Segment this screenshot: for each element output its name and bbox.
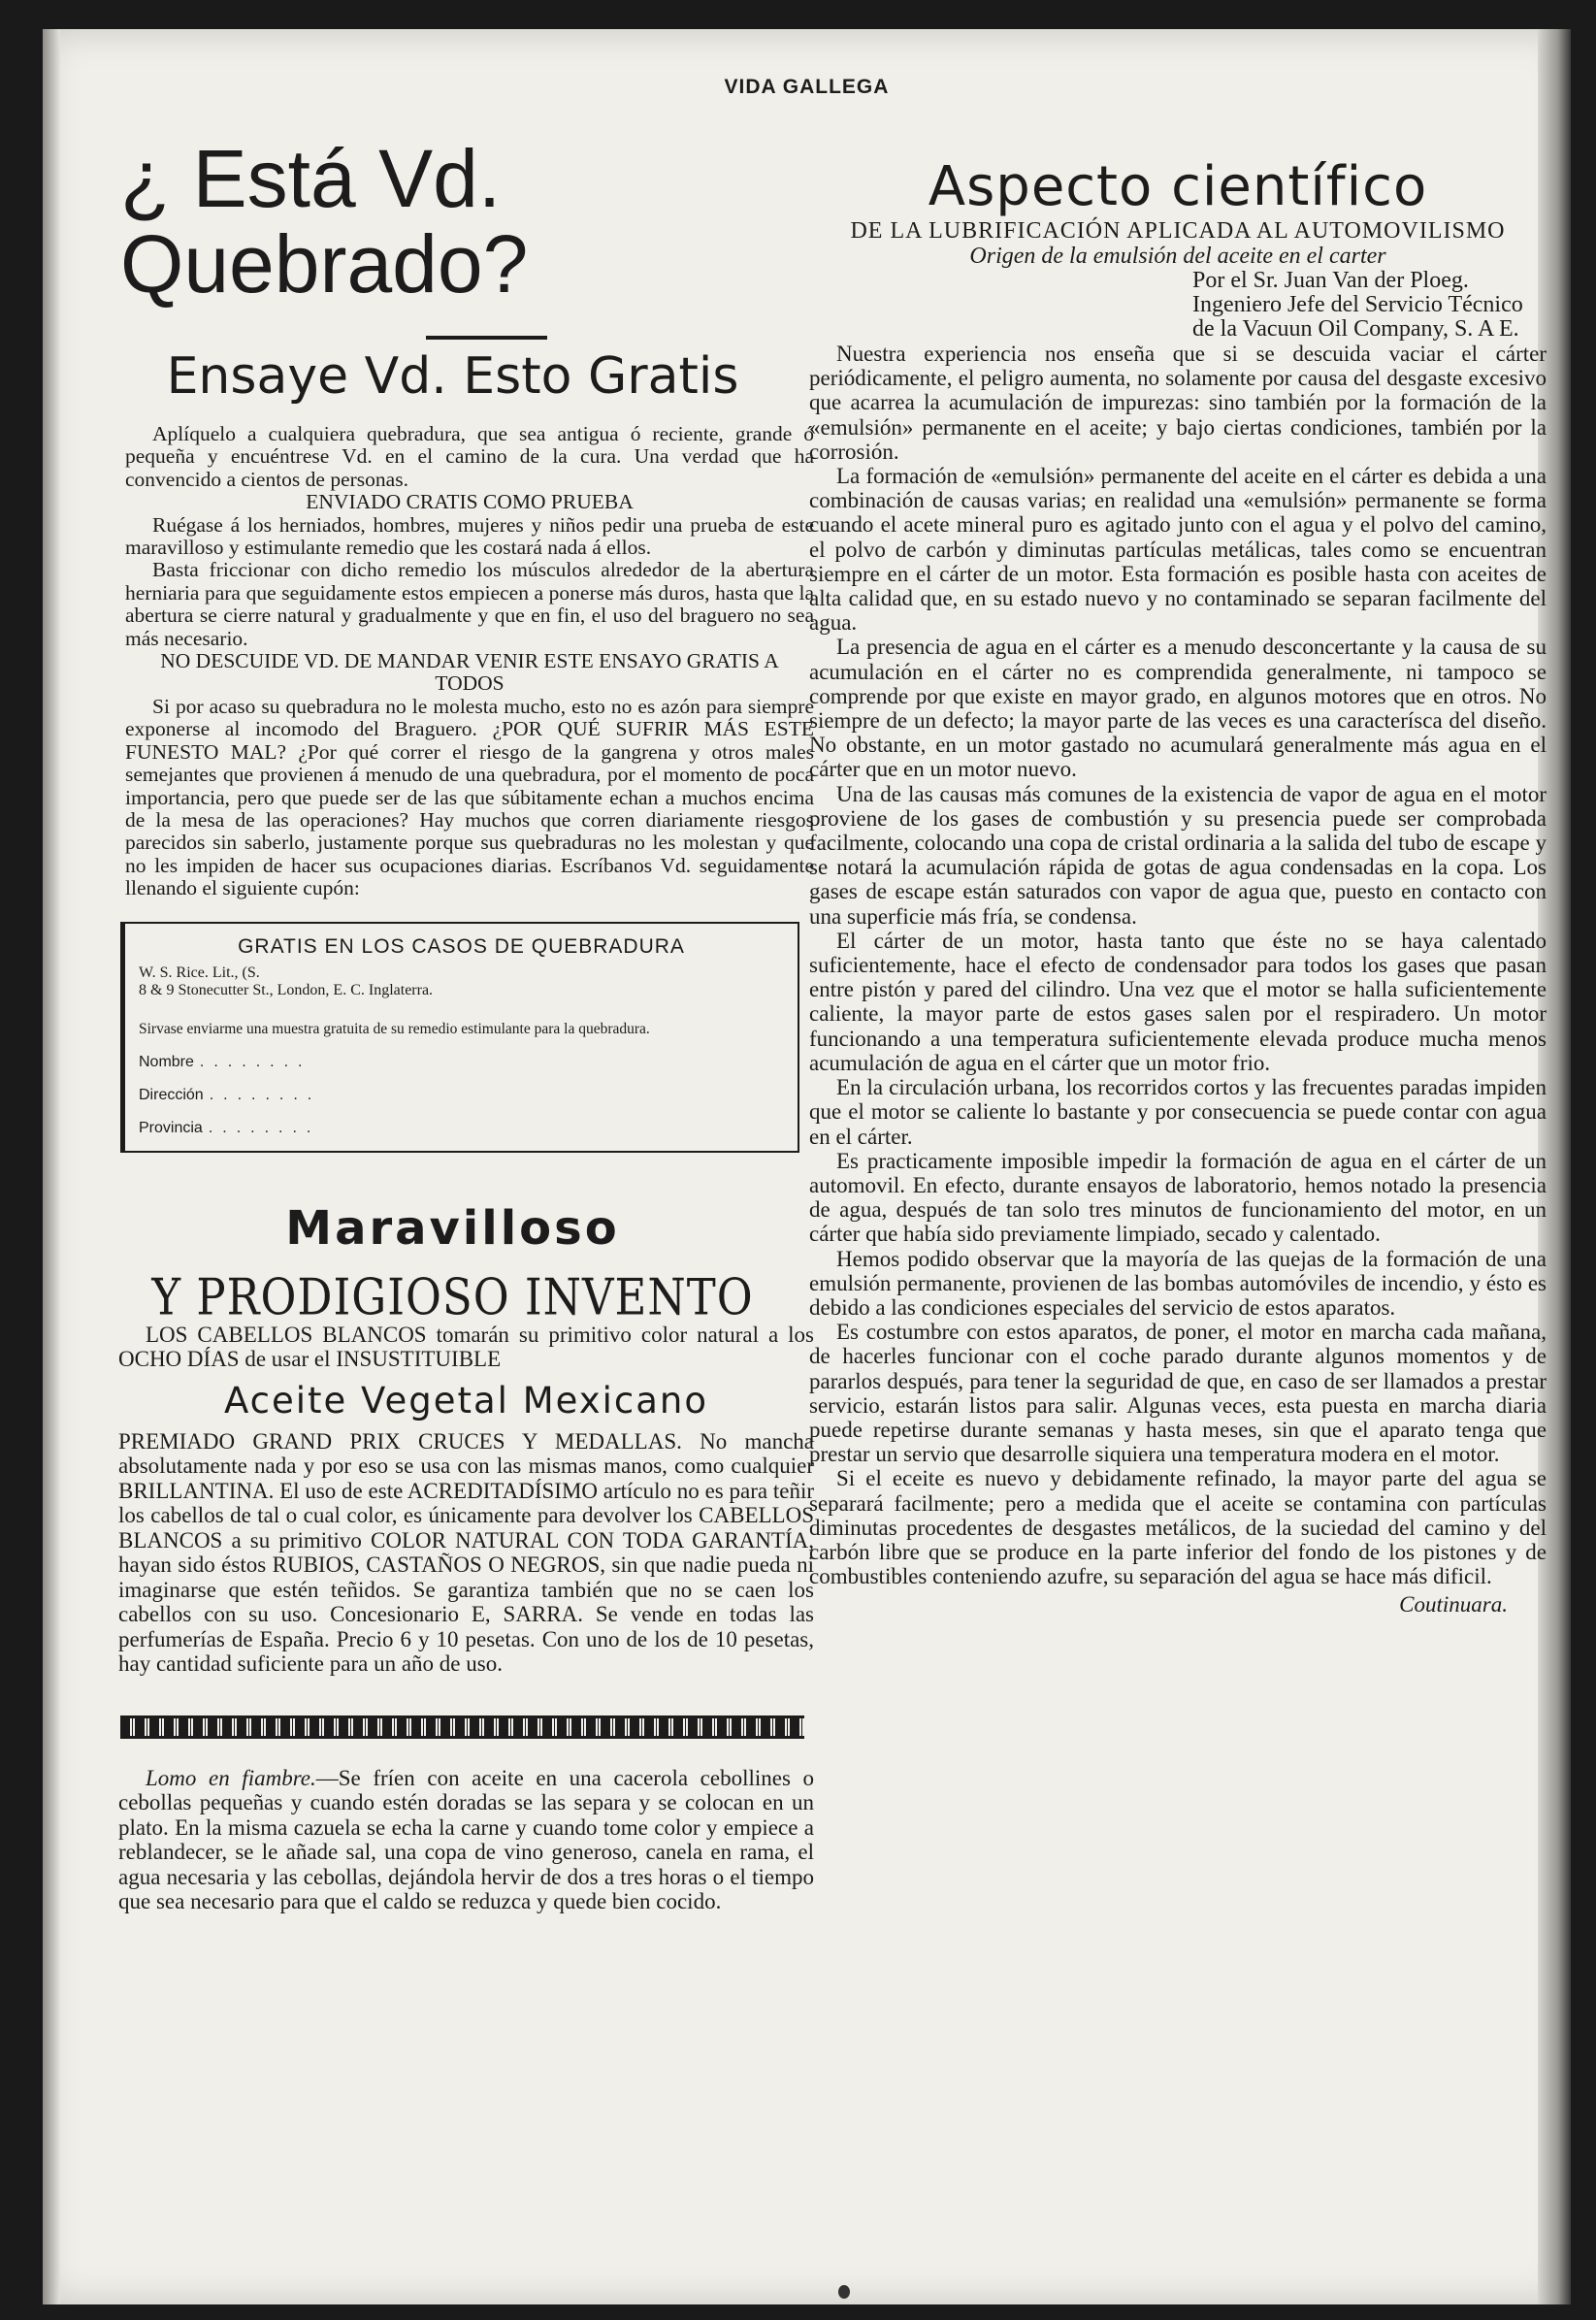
coupon-message: Sirvase enviarme una muestra gratuita de su remedio estimulante para la quebradura.: [139, 1020, 650, 1037]
article-title: Aspecto científico: [928, 155, 1428, 218]
article-paragraph: Una de las causas más comunes de la existencia de vapor de agua en el motor proviene de los gases de combustión y su presencia puede ser comprobada facilmente, colocando una copa de cristal ordinaria a la salida del tubo de escape y se notará la acumulación rápida de gotas de agua condensadas en la copa. Los gases de escape están saturados con vapor de agua que, puesto en contacto con una superficie más fría, se condensa.: [809, 781, 1547, 929]
article-paragraph: En la circulación urbana, los recorridos cortos y las frecuentes paradas impiden que el motor se caliente lo bastante y por consecuencia se puede contar con agua en el cárter.: [809, 1075, 1547, 1149]
running-head: VIDA GALLEGA: [724, 76, 890, 98]
article-paragraph: El cárter de un motor, hasta tanto que éste no se haya calentado suficientemente, hace el efecto de condensador para todos los gases que pasan entre pistón y pared del cilindro. Una vez que el motor se halla suficientemente caliente, la mayor parte de estos gases salen por el respiradero. Un motor funcionando a una temperatura suficientemente elevada produce mucha menos acumulación de agua en el cárter que un motor frio.: [809, 928, 1547, 1075]
hair-ad-headline: Maravilloso: [285, 1200, 620, 1256]
coupon-field-direccion: [139, 1087, 784, 1104]
hernia-ad-title-line1: ¿ Está Vd.: [120, 133, 502, 224]
article-subtitle: DE LA LUBRIFICACIÓN APLICADA AL AUTOMOVILISMO: [850, 218, 1506, 244]
coupon-field-direccion-label: Dirección: [139, 1086, 204, 1103]
coupon-title: GRATIS EN LOS CASOS DE QUEBRADURA: [238, 934, 685, 958]
article-byline: [1192, 269, 1547, 342]
article-byline-author: Por el Sr. Juan Van der Ploeg.: [1192, 268, 1469, 293]
hernia-enviado: ENVIADO CRATIS COMO PRUEBA: [306, 490, 634, 514]
hernia-ad-subtitle: Ensaye Vd. Esto Gratis: [166, 347, 739, 406]
page-left-edge: [43, 29, 60, 2304]
hernia-ad-title-line2: Quebrado?: [120, 218, 529, 310]
article-paragraph: Hemos podido observar que la mayoría de las quejas de la formación de una emulsión permanente, provienen de las bombas automóviles de incendio, y ésto es debido a las condiciones especiales del servicio de estos aparatos.: [809, 1246, 1547, 1320]
ornamental-divider: [120, 1715, 804, 1739]
hernia-para-1: Aplíquelo a cualquiera quebradura, que sea antigua ó reciente, grande ó pequeña y encuéntrese Vd. en el camino de la cura. Una verdad que ha convencido a cientos de personas.: [125, 422, 814, 491]
hair-ad-intro: LOS CABELLOS BLANCOS tomarán su primitivo color natural a los OCHO DÍAS de usar el INSUSTITUIBLE: [118, 1322, 814, 1372]
coupon-dots: ........: [199, 1053, 312, 1070]
page-folio-mark: [838, 2285, 850, 2299]
coupon-field-nombre: [139, 1054, 784, 1071]
article-paragraph: Es practicamente imposible impedir la formación de agua en el cárter de un automovil. En efecto, durante ensayos de laboratorio, hemos notado la presencia de agua, después de tan solo tres minutos de funcionamiento del motor, en un cárter que había sido previamente limpiado, secado y calentado.: [809, 1148, 1547, 1247]
hernia-no-descuide: NO DESCUIDE VD. DE MANDAR VENIR ESTE ENSAYO GRATIS A TODOS: [160, 649, 779, 696]
recipe-paragraph: [118, 1766, 814, 1914]
right-column: [809, 136, 1547, 1617]
hernia-ad-body: [125, 423, 814, 900]
coupon-field-provincia-label: Provincia: [139, 1119, 203, 1136]
coupon-address-line1: W. S. Rice. Lit., (S.: [139, 964, 260, 981]
article-signoff: Coutinuara.: [1399, 1592, 1508, 1617]
left-column: [91, 133, 814, 1914]
coupon-dots: ........: [209, 1086, 322, 1103]
article-paragraph: La presencia de agua en el cárter es a menudo desconcertante y la causa de su acumulación en el cárter no es comprendida generalmente, ni tampoco se comprende por que existe en mayor grado, en algunos motores que en otros. No siempre de un defecto; la mayor parte de las veces es una caracterísca del diseño. No obstante, en un motor gastado no acumulará generalmente más agua en el cárter que en un motor nuevo.: [809, 635, 1547, 782]
hair-ad-subhead: Y PRODIGIOSO INVENTO: [151, 1266, 754, 1326]
article-paragraph: La formación de «emulsión» permanente del aceite en el cárter es debida a una combinación de causas varias; en realidad una «emulsión» permanente se forma cuando el acete mineral puro es agitado junto con el agua y el polvo del camino, el polvo de carbón y diminutas partículas metálicas, tales como se encuentran siempre en el cárter de un motor. Esta formación es posible hasta con aceites de alta calidad que, en su estado nuevo y no contaminado se separan facilmente del agua.: [809, 464, 1547, 636]
hair-ad-body: PREMIADO GRAND PRIX CRUCES Y MEDALLAS. No mancha absolutamente nada y por eso se usa con las mismas manos, como cualquier BRILLANTINA. El uso de este ACREDITADÍSIMO artículo no es para teñir los cabellos de tal o cual color, es únicamente para devolver los CABELLOS BLANCOS a su primitivo COLOR NATURAL CON TODA GARANTÍA, hayan sido éstos RUBIOS, CASTAÑOS O NEGROS, sin que nadie pueda ni imaginarse que estén teñidos. Se garantiza también que no se caen los cabellos con su uso. Concesionario E, SARRA. Se vende en todas las perfumerías de España. Precio 6 y 10 pesetas. Con uno de los de 10 pesetas, hay cantidad suficiente para un año de uso.: [118, 1428, 814, 1677]
hernia-para-3: Basta friccionar con dicho remedio los músculos alrededor de la abertura herniaria para que seguidamente estos empiecen a ponerse más duros, hasta que la abertura se cierre natural y gradualmente y que en fin, el uso del braguero no sea más necesario.: [125, 558, 814, 650]
coupon-address-line2: 8 & 9 Stonecutter St., London, E. C. Inglaterra.: [139, 981, 434, 998]
newspaper-page: [43, 29, 1571, 2304]
article-paragraph: Si el eceite es nuevo y debidamente refinado, la mayor parte del agua se separará facilmente; pero a medida que el aceite se contamina con partículas diminutas procedentes de desgastes metálicos, de la suciedad del camino y del carbón libre que se produce en la parte inferior del fondo de los pistones y de combustibles conteniendo azufre, su separación del agua se hace más dificil.: [809, 1466, 1547, 1589]
article-paragraph: Es costumbre con estos aparatos, de poner, el motor en marcha cada mañana, de hacerles funcionar con el coche parado durante algunos momentos y de pararlos después, para tener la seguridad de que, en caso de ser llamados a prestar servicio, estarán listos para salir. Algunas veces, esta puesta en marcha diaria puede repetirse durante semanas y hasta meses, sin que el aparato tenga que prestar un servio que desarrolle siquiera una temperatura modera en el motor.: [809, 1320, 1547, 1467]
recipe-body: —Se fríen con aceite en una cacerola cebollines o cebollas pequeñas y cuando estén doradas se las separa y se colocan en un plato. En la misma cazuela se echa la carne y cuando tome color y empiece a reblandecer, se le añade sal, una copa de vino generoso, canela en rama, el agua necesaria y las cebollas, dejándola hervir de dos a tres horas o el tiempo que sea necesario para que el caldo se reduzca y quede bien cocido.: [118, 1765, 814, 1914]
coupon-address: [139, 964, 784, 999]
hair-ad-product: Aceite Vegetal Mexicano: [223, 1379, 709, 1421]
recipe-title: Lomo en fiambre.: [146, 1765, 316, 1790]
title-rule: [426, 336, 547, 340]
hair-ad-body-wrap: [118, 1323, 814, 1677]
article-dek: Origen de la emulsión del aceite en el carter: [969, 244, 1386, 269]
hernia-para-2: Ruégase á los herniados, hombres, mujeres y niños pedir una prueba de este maravilloso y estimulante remedio que les costará nada á ellos.: [125, 512, 814, 560]
coupon-dots: ........: [208, 1119, 321, 1136]
coupon-field-nombre-label: Nombre: [139, 1053, 194, 1070]
article-paragraph: Nuestra experiencia nos enseña que si se descuida vaciar el cárter periódicamente, el peligro aumenta, no solamente por causa del desgaste excesivo que acarrea la acumulación de impurezas: sino también por la formación de la «emulsión» permanente en el aceite; y bajo ciertas condiciones, también por la corrosión.: [809, 342, 1547, 464]
coupon-box: [120, 922, 799, 1153]
hernia-ad-title: [120, 133, 814, 310]
hernia-para-4: Si por acaso su quebradura no le molesta mucho, esto no es azón para siempre exponerse al incomodo del Braguero. ¿POR QUÉ SUFRIR MÁS ESTE FUNESTO MAL? ¿Por qué correr el riesgo de la gangrena y otros males semejantes que provienen á menudo de una quebradura, por el momento de poca importancia, pero que puede ser de las que súbitamente echan a muchos encima de la mesa de las operaciones? Hay muchos que corren diariamente riesgos parecidos sin saberlo, justamente porque sus quebraduras no les molestan y que no les impiden de hacer sus ocupaciones diarias. Escríbanos Vd. seguidamente llenando el siguiente cupón:: [125, 694, 814, 900]
article-body: [809, 342, 1547, 1588]
article-byline-role: Ingeniero Jefe del Servicio Técnico de la Vacuun Oil Company, S. A E.: [1192, 292, 1523, 342]
coupon-field-provincia: [139, 1120, 784, 1137]
